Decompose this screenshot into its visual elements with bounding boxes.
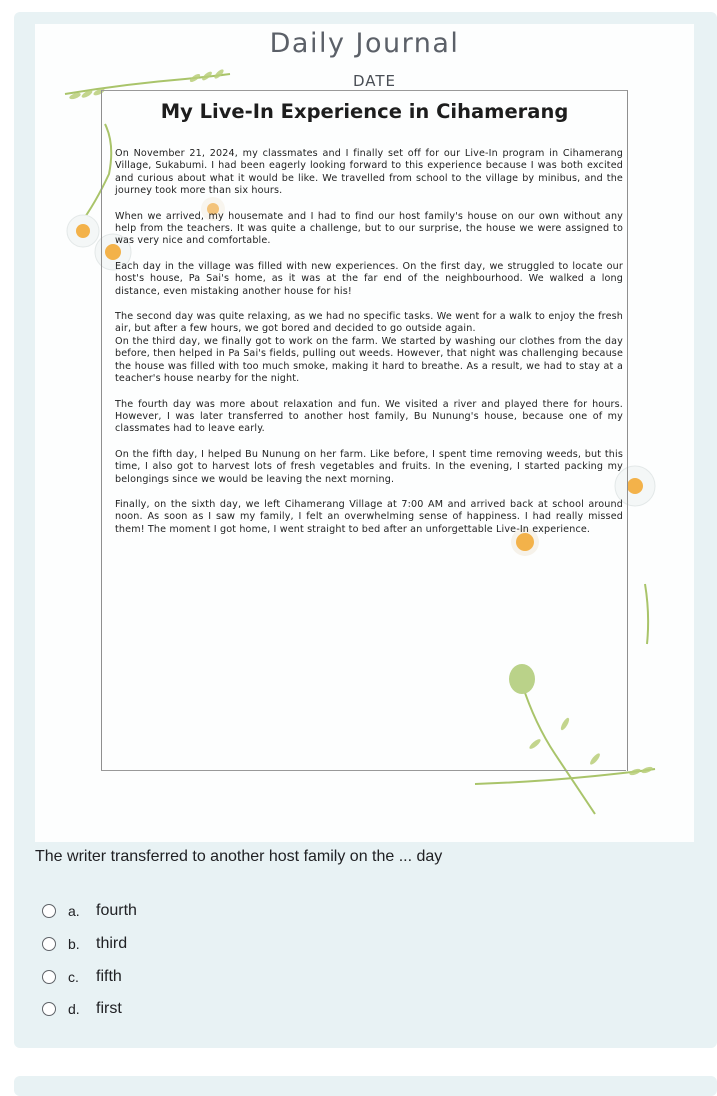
journal-image [35, 24, 694, 842]
paragraph: Finally, on the sixth day, we left Cihamerang Village at 7:00 AM and arrived back at school around noon. As soon as I saw my family, I felt an overwhelming sense of happiness. I had really missed them! The moment I got home, I went straight to bed after an unforgettable Live-In experience. [115, 498, 623, 535]
paragraph: On November 21, 2024, my classmates and I finally set off for our Live-In program in Cihamerang Village, Sukabumi. I had been eagerly looking forward to this experience because I was both excited and curious about what it would be like. We travelled from school to the village by minibus, and the journey took more than six hours. [115, 148, 623, 197]
next-question-card [14, 1076, 717, 1096]
journal-body [115, 148, 623, 549]
option-label: first [96, 1000, 122, 1017]
paragraph: The second day was quite relaxing, as we had no specific tasks. We went for a walk to enjoy the fresh air, but after a few hours, we got bored and decided to go outside again. [115, 311, 623, 335]
left-daisy-1 [67, 215, 99, 247]
option-label: fifth [96, 968, 122, 985]
option-letter: d. [68, 1001, 80, 1017]
option-c[interactable] [42, 966, 122, 988]
radio-button[interactable] [42, 1002, 56, 1016]
paragraph: On the third day, we finally got to work on the farm. We started by washing our clothes from the day before, then helped in Pa Sai's fields, pulling out weeds. However, that night was challenging because the house was filled with too much smoke, making it hard to breathe. As a result, we had to stay at a teacher's house nearby for the night. [115, 335, 623, 385]
option-label: third [96, 935, 128, 952]
paragraph: On the fifth day, I helped Bu Nunung on her farm. Like before, I spent time removing weeds, but this time, I also got to harvest lots of fresh vegetables and fruits. In the evening, I started packing my belongings since we would be leaving the next morning. [115, 448, 623, 485]
question-text: The writer transferred to another host family on the ... day [35, 848, 443, 865]
date-label: DATE [353, 72, 397, 90]
paragraph: When we arrived, my housemate and I had to find our host family's house on our own without any help from the teachers. It was quite a challenge, but to our surprise, the house we were assigned to was very nice and comfortable. [115, 210, 623, 247]
option-a[interactable] [42, 900, 137, 922]
radio-button[interactable] [42, 937, 56, 951]
journal-heading: My Live-In Experience in Cihamerang [160, 100, 569, 123]
radio-button[interactable] [42, 970, 56, 984]
option-letter: b. [68, 936, 80, 952]
paragraph: Each day in the village was filled with new experiences. On the first day, we struggled to locate our host's house, Pa Sai's home, as it was at the far end of the neighbourhood. We walked a long distance, even mistaking another house for his! [115, 260, 623, 297]
option-b[interactable] [42, 933, 127, 955]
journal-frame-bottom [101, 770, 626, 771]
option-letter: c. [68, 969, 79, 985]
journal-title: Daily Journal [269, 28, 460, 59]
option-label: fourth [96, 902, 137, 919]
radio-button[interactable] [42, 904, 56, 918]
option-d[interactable] [42, 998, 122, 1020]
paragraph: The fourth day was more about relaxation and fun. We visited a river and played there for hours. However, I was later transferred to another host family, Bu Nunung's house, because one of my classmates had to leave early. [115, 398, 623, 435]
option-letter: a. [68, 903, 80, 919]
